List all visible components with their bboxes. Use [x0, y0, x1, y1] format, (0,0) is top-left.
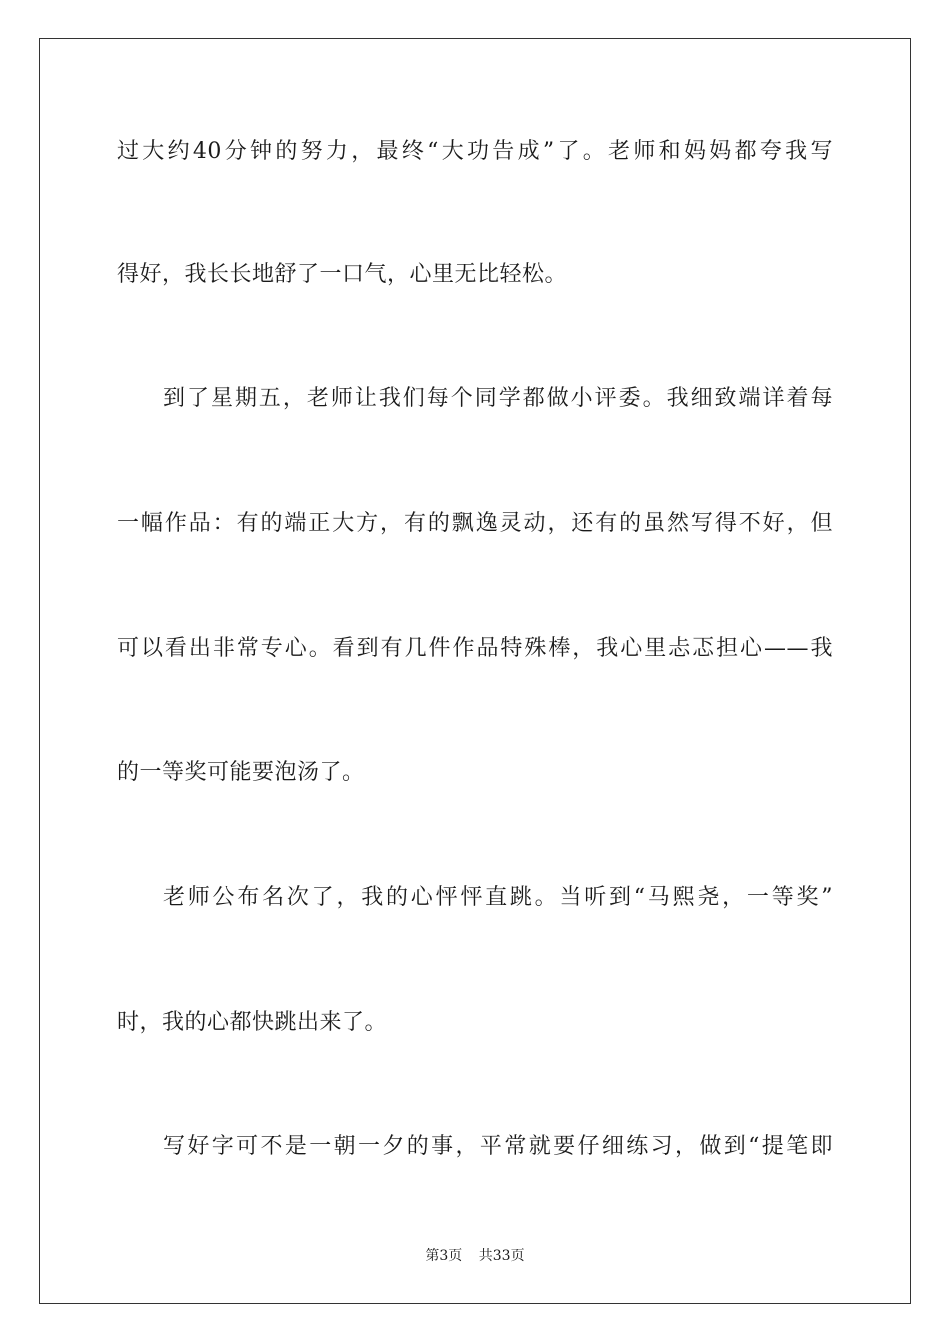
text-line: 写好字可不是一朝一夕的事，平常就要仔细练习，做到“提笔即: [163, 1134, 833, 1159]
text-line: 可以看出非常专心。看到有几件作品特殊棒，我心里忐忑担心——我: [117, 636, 833, 661]
text-line: 老师公布名次了，我的心怦怦直跳。当听到“马熙尧，一等奖”: [163, 885, 833, 910]
page-border: [39, 38, 911, 1304]
page-number: 第3页: [425, 1248, 463, 1264]
page-footer: [0, 1246, 950, 1266]
text-line: 的一等奖可能要泡汤了。: [117, 760, 365, 785]
text-line: 到了星期五，老师让我们每个同学都做小评委。我细致端详着每: [163, 386, 833, 411]
text-line: 时，我的心都快跳出来了。: [117, 1010, 388, 1035]
text-line: 过大约40分钟的努力，最终“大功告成”了。老师和妈妈都夸我写: [117, 139, 833, 164]
page-total: 共33页: [478, 1248, 525, 1264]
text-line: 得好，我长长地舒了一口气，心里无比轻松。: [117, 262, 568, 287]
text-line: 一幅作品：有的端正大方，有的飘逸灵动，还有的虽然写得不好，但: [117, 511, 833, 536]
